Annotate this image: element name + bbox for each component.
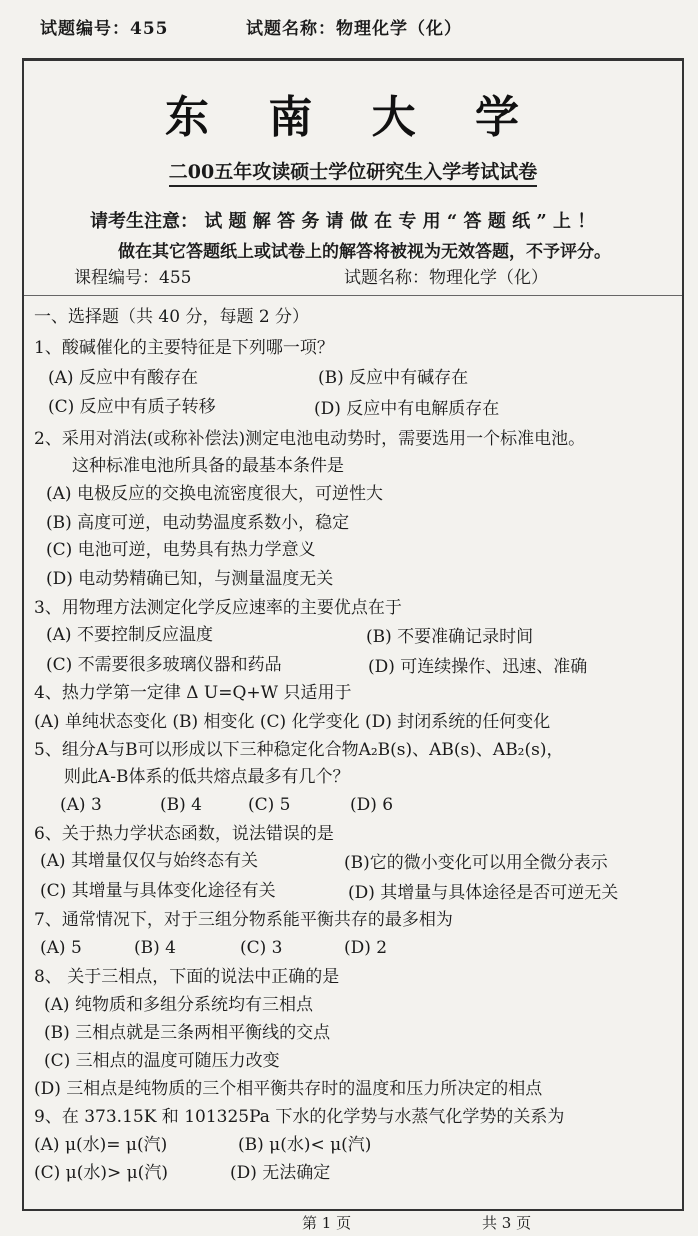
course-code: 课程编号：455 — [74, 268, 192, 288]
q4-options: (A) 单纯状态变化 (B) 相变化 (C) 化学变化 (D) 封闭系统的任何变化 — [34, 712, 551, 732]
q2-option-c: (C) 电池可逆，电势具有热力学意义 — [46, 540, 316, 560]
q6-stem: 6、关于热力学状态函数，说法错误的是 — [34, 824, 334, 844]
q1-option-c: (C) 反应中有质子转移 — [48, 397, 216, 417]
q3-option-c: (C) 不需要很多玻璃仪器和药品 — [46, 655, 282, 675]
q9-option-a: (A) μ(水)= μ(汽) — [34, 1135, 168, 1155]
course-name: 试题名称：物理化学（化） — [344, 268, 548, 288]
notice-line-1: 请考生注意： 试 题 解 答 务 请 做 在 专 用 “ 答 题 纸 ” 上 ！ — [90, 211, 596, 232]
exam-title-text: 二00五年攻读硕士学位研究生入学考试试卷 — [169, 161, 537, 187]
q5-option-a: (A) 3 — [60, 795, 102, 815]
q5-option-c: (C) 5 — [248, 795, 291, 815]
q8-stem: 8、 关于三相点，下面的说法中正确的是 — [34, 967, 340, 987]
q1-option-b: (B) 反应中有碱存在 — [318, 368, 469, 388]
q8-option-d: (D) 三相点是纯物质的三个相平衡共存时的温度和压力所决定的相点 — [34, 1079, 543, 1099]
q6-option-b: (B)它的微小变化可以用全微分表示 — [344, 853, 608, 873]
q3-stem: 3、用物理方法测定化学反应速率的主要优点在于 — [34, 598, 402, 618]
q8-option-a: (A) 纯物质和多组分系统均有三相点 — [44, 995, 313, 1015]
q3-option-b: (B) 不要准确记录时间 — [366, 627, 534, 647]
notice-line-2: 做在其它答题纸上或试卷上的解答将被视为无效答题，不予评分。 — [118, 242, 611, 262]
q1-stem: 1、酸碱催化的主要特征是下列哪一项？ — [34, 338, 334, 358]
q6-option-d: (D) 其增量与具体途径是否可逆无关 — [348, 883, 619, 903]
q9-option-c: (C) μ(水)> μ(汽) — [34, 1163, 168, 1183]
q1-option-d: (D) 反应中有电解质存在 — [314, 399, 500, 419]
q3-option-a: (A) 不要控制反应温度 — [46, 625, 213, 645]
q2-stem-1: 2、采用对消法(或称补偿法)测定电池电动势时，需要选用一个标准电池。 — [34, 429, 586, 449]
q7-option-a: (A) 5 — [40, 938, 82, 958]
q9-stem: 9、在 373.15K 和 101325Pa 下水的化学势与水蒸气化学势的关系为 — [34, 1107, 565, 1127]
q7-stem: 7、通常情况下，对于三组分物系能平衡共存的最多相为 — [34, 910, 453, 930]
section-title: 一、选择题（共 40 分，每题 2 分） — [34, 307, 310, 327]
q9-option-d: (D) 无法确定 — [230, 1163, 331, 1183]
q8-option-c: (C) 三相点的温度可随压力改变 — [44, 1051, 280, 1071]
q5-option-b: (B) 4 — [160, 795, 202, 815]
q2-stem-2: 这种标准电池所具备的最基本条件是 — [72, 456, 344, 476]
q2-option-d: (D) 电动势精确已知，与测量温度无关 — [46, 569, 334, 589]
university-name: 东 南 大 学 — [165, 92, 541, 143]
q7-option-b: (B) 4 — [134, 938, 176, 958]
q5-option-d: (D) 6 — [350, 795, 394, 815]
q4-stem: 4、热力学第一定律 Δ U=Q+W 只适用于 — [34, 683, 352, 703]
q7-option-d: (D) 2 — [344, 938, 388, 958]
q1-option-a: (A) 反应中有酸存在 — [48, 368, 198, 388]
q6-option-a: (A) 其增量仅仅与始终态有关 — [40, 851, 258, 871]
q5-stem-1: 5、组分A与B可以形成以下三种稳定化合物A₂B(s)、AB(s)、AB₂(s)， — [34, 740, 564, 760]
page-number: 第 1 页 — [302, 1214, 352, 1232]
q7-option-c: (C) 3 — [240, 938, 283, 958]
header-exam-name: 试题名称：物理化学（化） — [246, 19, 462, 39]
q2-option-a: (A) 电极反应的交换电流密度很大，可逆性大 — [46, 484, 383, 504]
divider — [24, 295, 682, 296]
q8-option-b: (B) 三相点就是三条两相平衡线的交点 — [44, 1023, 331, 1043]
q2-option-b: (B) 高度可逆，电动势温度系数小，稳定 — [46, 513, 350, 533]
page-total: 共 3 页 — [482, 1214, 532, 1232]
q9-option-b: (B) μ(水)< μ(汽) — [238, 1135, 372, 1155]
header-exam-code: 试题编号：455 — [40, 19, 169, 39]
q6-option-c: (C) 其增量与具体变化途径有关 — [40, 881, 276, 901]
exam-title — [24, 157, 682, 184]
q5-stem-2: 则此A-B体系的低共熔点最多有几个？ — [64, 767, 350, 787]
q3-option-d: (D) 可连续操作、迅速、准确 — [368, 657, 588, 677]
